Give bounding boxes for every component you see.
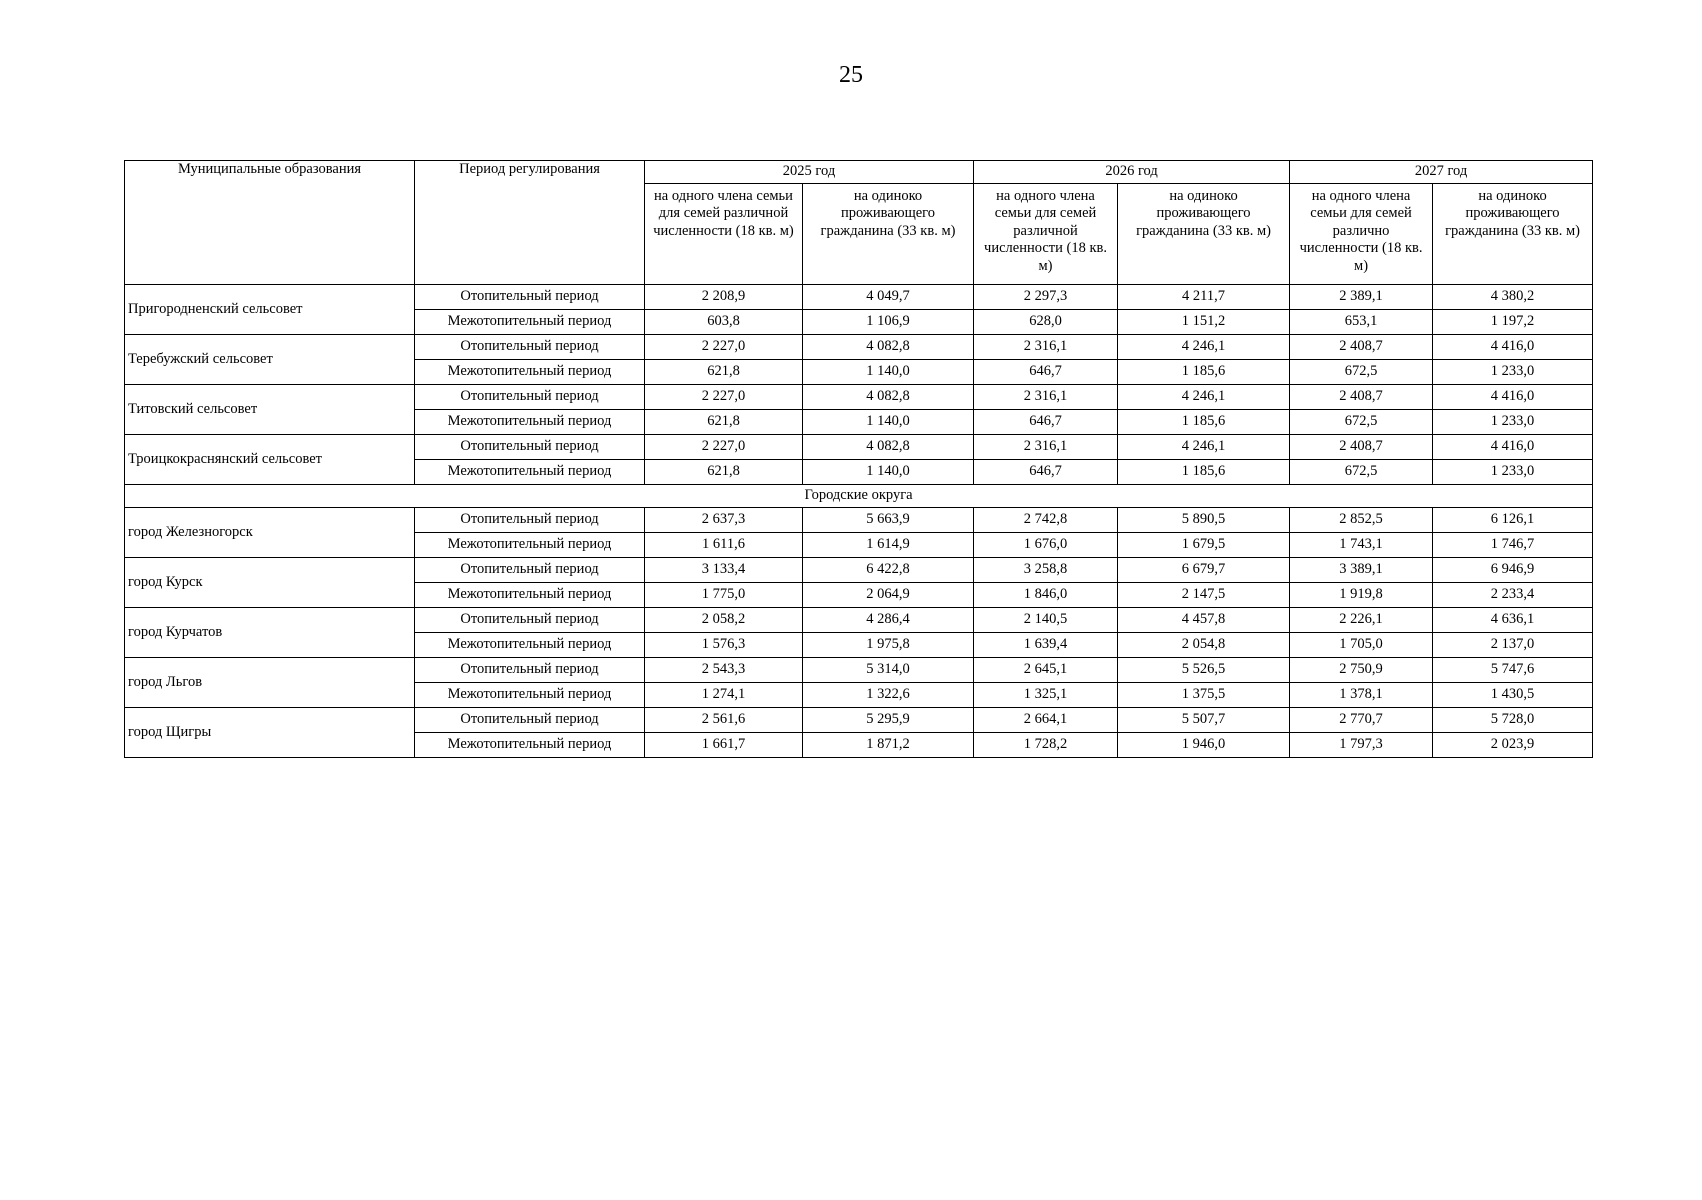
period-name: Межотопительный период bbox=[415, 310, 645, 335]
tariff-value: 646,7 bbox=[974, 360, 1118, 385]
tariff-value: 1 185,6 bbox=[1118, 410, 1290, 435]
tariff-value: 4 636,1 bbox=[1433, 608, 1593, 633]
tariff-value: 1 140,0 bbox=[803, 410, 974, 435]
period-name: Межотопительный период bbox=[415, 733, 645, 758]
tariff-value: 2 316,1 bbox=[974, 385, 1118, 410]
municipality-name: город Курск bbox=[125, 558, 415, 608]
period-name: Межотопительный период bbox=[415, 410, 645, 435]
tariff-value: 4 246,1 bbox=[1118, 335, 1290, 360]
tariff-value: 603,8 bbox=[645, 310, 803, 335]
tariff-value: 646,7 bbox=[974, 410, 1118, 435]
tariff-value: 4 416,0 bbox=[1433, 335, 1593, 360]
tariff-value: 646,7 bbox=[974, 460, 1118, 485]
tariff-value: 1 614,9 bbox=[803, 533, 974, 558]
period-name: Отопительный период bbox=[415, 285, 645, 310]
tariff-value: 1 746,7 bbox=[1433, 533, 1593, 558]
tariff-value: 2 664,1 bbox=[974, 708, 1118, 733]
tariff-value: 2 750,9 bbox=[1290, 658, 1433, 683]
period-name: Межотопительный период bbox=[415, 683, 645, 708]
tariff-value: 6 422,8 bbox=[803, 558, 974, 583]
tariff-value: 5 314,0 bbox=[803, 658, 974, 683]
tariff-value: 5 890,5 bbox=[1118, 508, 1290, 533]
tariff-value: 1 797,3 bbox=[1290, 733, 1433, 758]
tariff-value: 5 295,9 bbox=[803, 708, 974, 733]
table-row bbox=[125, 608, 1593, 633]
tariff-value: 2 226,1 bbox=[1290, 608, 1433, 633]
tariff-value: 1 430,5 bbox=[1433, 683, 1593, 708]
period-name: Отопительный период bbox=[415, 385, 645, 410]
tariff-value: 2 058,2 bbox=[645, 608, 803, 633]
tariff-value: 5 663,9 bbox=[803, 508, 974, 533]
tariff-value: 672,5 bbox=[1290, 460, 1433, 485]
tariff-value: 2 227,0 bbox=[645, 435, 803, 460]
tariff-value: 621,8 bbox=[645, 410, 803, 435]
tariff-value: 4 246,1 bbox=[1118, 385, 1290, 410]
tariff-value: 2 137,0 bbox=[1433, 633, 1593, 658]
tariff-value: 4 082,8 bbox=[803, 435, 974, 460]
tariff-value: 2 064,9 bbox=[803, 583, 974, 608]
tariff-value: 1 611,6 bbox=[645, 533, 803, 558]
tariff-value: 1 185,6 bbox=[1118, 460, 1290, 485]
tariff-value: 2 233,4 bbox=[1433, 583, 1593, 608]
tariff-value: 1 378,1 bbox=[1290, 683, 1433, 708]
tariff-value: 1 151,2 bbox=[1118, 310, 1290, 335]
tariff-value: 2 408,7 bbox=[1290, 335, 1433, 360]
period-name: Межотопительный период bbox=[415, 633, 645, 658]
tariff-value: 621,8 bbox=[645, 460, 803, 485]
period-name: Отопительный период bbox=[415, 435, 645, 460]
tariff-value: 2 316,1 bbox=[974, 435, 1118, 460]
tariff-value: 3 258,8 bbox=[974, 558, 1118, 583]
tariff-value: 4 246,1 bbox=[1118, 435, 1290, 460]
tariff-value: 4 416,0 bbox=[1433, 435, 1593, 460]
tariff-value: 5 507,7 bbox=[1118, 708, 1290, 733]
table-row bbox=[125, 435, 1593, 460]
header-per-member-2027: на одного члена семьи для семей различно численности (18 кв. м) bbox=[1290, 184, 1433, 285]
header-single-2026: на одиноко проживающего гражданина (33 кв. м) bbox=[1118, 184, 1290, 285]
tariff-value: 4 286,4 bbox=[803, 608, 974, 633]
tariff-value: 2 561,6 bbox=[645, 708, 803, 733]
tariff-value: 621,8 bbox=[645, 360, 803, 385]
tariff-value: 1 846,0 bbox=[974, 583, 1118, 608]
tariff-value: 2 637,3 bbox=[645, 508, 803, 533]
header-year-2026: 2026 год bbox=[974, 161, 1290, 184]
tariff-value: 1 325,1 bbox=[974, 683, 1118, 708]
municipality-name: город Льгов bbox=[125, 658, 415, 708]
tariff-value: 2 227,0 bbox=[645, 385, 803, 410]
tariff-value: 628,0 bbox=[974, 310, 1118, 335]
period-name: Межотопительный период bbox=[415, 533, 645, 558]
tariff-value: 4 380,2 bbox=[1433, 285, 1593, 310]
tariff-value: 6 679,7 bbox=[1118, 558, 1290, 583]
tariff-value: 1 743,1 bbox=[1290, 533, 1433, 558]
table-row bbox=[125, 335, 1593, 360]
period-name: Межотопительный период bbox=[415, 460, 645, 485]
tariff-value: 1 871,2 bbox=[803, 733, 974, 758]
tariff-value: 1 233,0 bbox=[1433, 410, 1593, 435]
tariff-value: 1 233,0 bbox=[1433, 460, 1593, 485]
tariff-value: 1 140,0 bbox=[803, 360, 974, 385]
tariff-value: 2 147,5 bbox=[1118, 583, 1290, 608]
table-row bbox=[125, 385, 1593, 410]
tariff-value: 672,5 bbox=[1290, 410, 1433, 435]
tariff-table bbox=[124, 160, 1593, 758]
tariff-value: 1 106,9 bbox=[803, 310, 974, 335]
period-name: Межотопительный период bbox=[415, 360, 645, 385]
tariff-value: 4 082,8 bbox=[803, 335, 974, 360]
tariff-value: 1 185,6 bbox=[1118, 360, 1290, 385]
tariff-value: 2 054,8 bbox=[1118, 633, 1290, 658]
tariff-value: 1 233,0 bbox=[1433, 360, 1593, 385]
tariff-value: 1 140,0 bbox=[803, 460, 974, 485]
header-municipality: Муниципальные образования bbox=[125, 161, 415, 285]
tariff-value: 1 375,5 bbox=[1118, 683, 1290, 708]
table-row bbox=[125, 558, 1593, 583]
municipality-name: Титовский сельсовет bbox=[125, 385, 415, 435]
tariff-value: 2 297,3 bbox=[974, 285, 1118, 310]
tariff-value: 672,5 bbox=[1290, 360, 1433, 385]
tariff-value: 2 227,0 bbox=[645, 335, 803, 360]
tariff-value: 2 408,7 bbox=[1290, 385, 1433, 410]
header-single-2027: на одиноко проживающего гражданина (33 кв. м) bbox=[1433, 184, 1593, 285]
tariff-value: 1 197,2 bbox=[1433, 310, 1593, 335]
tariff-value: 3 389,1 bbox=[1290, 558, 1433, 583]
tariff-value: 2 645,1 bbox=[974, 658, 1118, 683]
tariff-value: 2 408,7 bbox=[1290, 435, 1433, 460]
tariff-value: 4 049,7 bbox=[803, 285, 974, 310]
tariff-value: 1 705,0 bbox=[1290, 633, 1433, 658]
tariff-value: 5 747,6 bbox=[1433, 658, 1593, 683]
tariff-value: 1 322,6 bbox=[803, 683, 974, 708]
header-year-2027: 2027 год bbox=[1290, 161, 1593, 184]
table-row bbox=[125, 708, 1593, 733]
period-name: Отопительный период bbox=[415, 508, 645, 533]
period-name: Межотопительный период bbox=[415, 583, 645, 608]
tariff-value: 653,1 bbox=[1290, 310, 1433, 335]
page-number: 25 bbox=[839, 62, 863, 88]
municipality-name: город Курчатов bbox=[125, 608, 415, 658]
header-period: Период регулирования bbox=[415, 161, 645, 285]
tariff-value: 3 133,4 bbox=[645, 558, 803, 583]
header-per-member-2026: на одного члена семьи для семей различной численности (18 кв. м) bbox=[974, 184, 1118, 285]
period-name: Отопительный период bbox=[415, 658, 645, 683]
tariff-value: 1 676,0 bbox=[974, 533, 1118, 558]
header-single-2025: на одиноко проживающего гражданина (33 кв. м) bbox=[803, 184, 974, 285]
tariff-value: 6 126,1 bbox=[1433, 508, 1593, 533]
tariff-value: 2 140,5 bbox=[974, 608, 1118, 633]
tariff-value: 1 775,0 bbox=[645, 583, 803, 608]
tariff-value: 1 975,8 bbox=[803, 633, 974, 658]
municipality-name: Теребужский сельсовет bbox=[125, 335, 415, 385]
tariff-value: 2 742,8 bbox=[974, 508, 1118, 533]
table-body bbox=[125, 285, 1593, 758]
table-row bbox=[125, 508, 1593, 533]
tariff-value: 1 946,0 bbox=[1118, 733, 1290, 758]
tariff-value: 2 023,9 bbox=[1433, 733, 1593, 758]
tariff-value: 4 416,0 bbox=[1433, 385, 1593, 410]
tariff-value: 2 208,9 bbox=[645, 285, 803, 310]
period-name: Отопительный период bbox=[415, 608, 645, 633]
tariff-value: 5 728,0 bbox=[1433, 708, 1593, 733]
tariff-value: 4 082,8 bbox=[803, 385, 974, 410]
tariff-value: 1 576,3 bbox=[645, 633, 803, 658]
section-row bbox=[125, 485, 1593, 508]
tariff-value: 4 457,8 bbox=[1118, 608, 1290, 633]
period-name: Отопительный период bbox=[415, 708, 645, 733]
tariff-value: 2 770,7 bbox=[1290, 708, 1433, 733]
tariff-value: 1 919,8 bbox=[1290, 583, 1433, 608]
period-name: Отопительный период bbox=[415, 558, 645, 583]
header-year-2025: 2025 год bbox=[645, 161, 974, 184]
period-name: Отопительный период bbox=[415, 335, 645, 360]
header-per-member-2025: на одного члена семьи для семей различной численности (18 кв. м) bbox=[645, 184, 803, 285]
tariff-value: 1 274,1 bbox=[645, 683, 803, 708]
tariff-value: 1 728,2 bbox=[974, 733, 1118, 758]
tariff-value: 2 852,5 bbox=[1290, 508, 1433, 533]
table-row bbox=[125, 658, 1593, 683]
municipality-name: Пригородненский сельсовет bbox=[125, 285, 415, 335]
municipality-name: Троицкокраснянский сельсовет bbox=[125, 435, 415, 485]
municipality-name: город Железногорск bbox=[125, 508, 415, 558]
table-row bbox=[125, 285, 1593, 310]
tariff-value: 2 316,1 bbox=[974, 335, 1118, 360]
tariff-value: 1 661,7 bbox=[645, 733, 803, 758]
tariff-value: 4 211,7 bbox=[1118, 285, 1290, 310]
tariff-value: 5 526,5 bbox=[1118, 658, 1290, 683]
table-header bbox=[125, 161, 1593, 285]
tariff-value: 2 389,1 bbox=[1290, 285, 1433, 310]
tariff-value: 6 946,9 bbox=[1433, 558, 1593, 583]
tariff-value: 2 543,3 bbox=[645, 658, 803, 683]
section-title: Городские округа bbox=[125, 485, 1593, 508]
tariff-value: 1 679,5 bbox=[1118, 533, 1290, 558]
municipality-name: город Щигры bbox=[125, 708, 415, 758]
tariff-value: 1 639,4 bbox=[974, 633, 1118, 658]
